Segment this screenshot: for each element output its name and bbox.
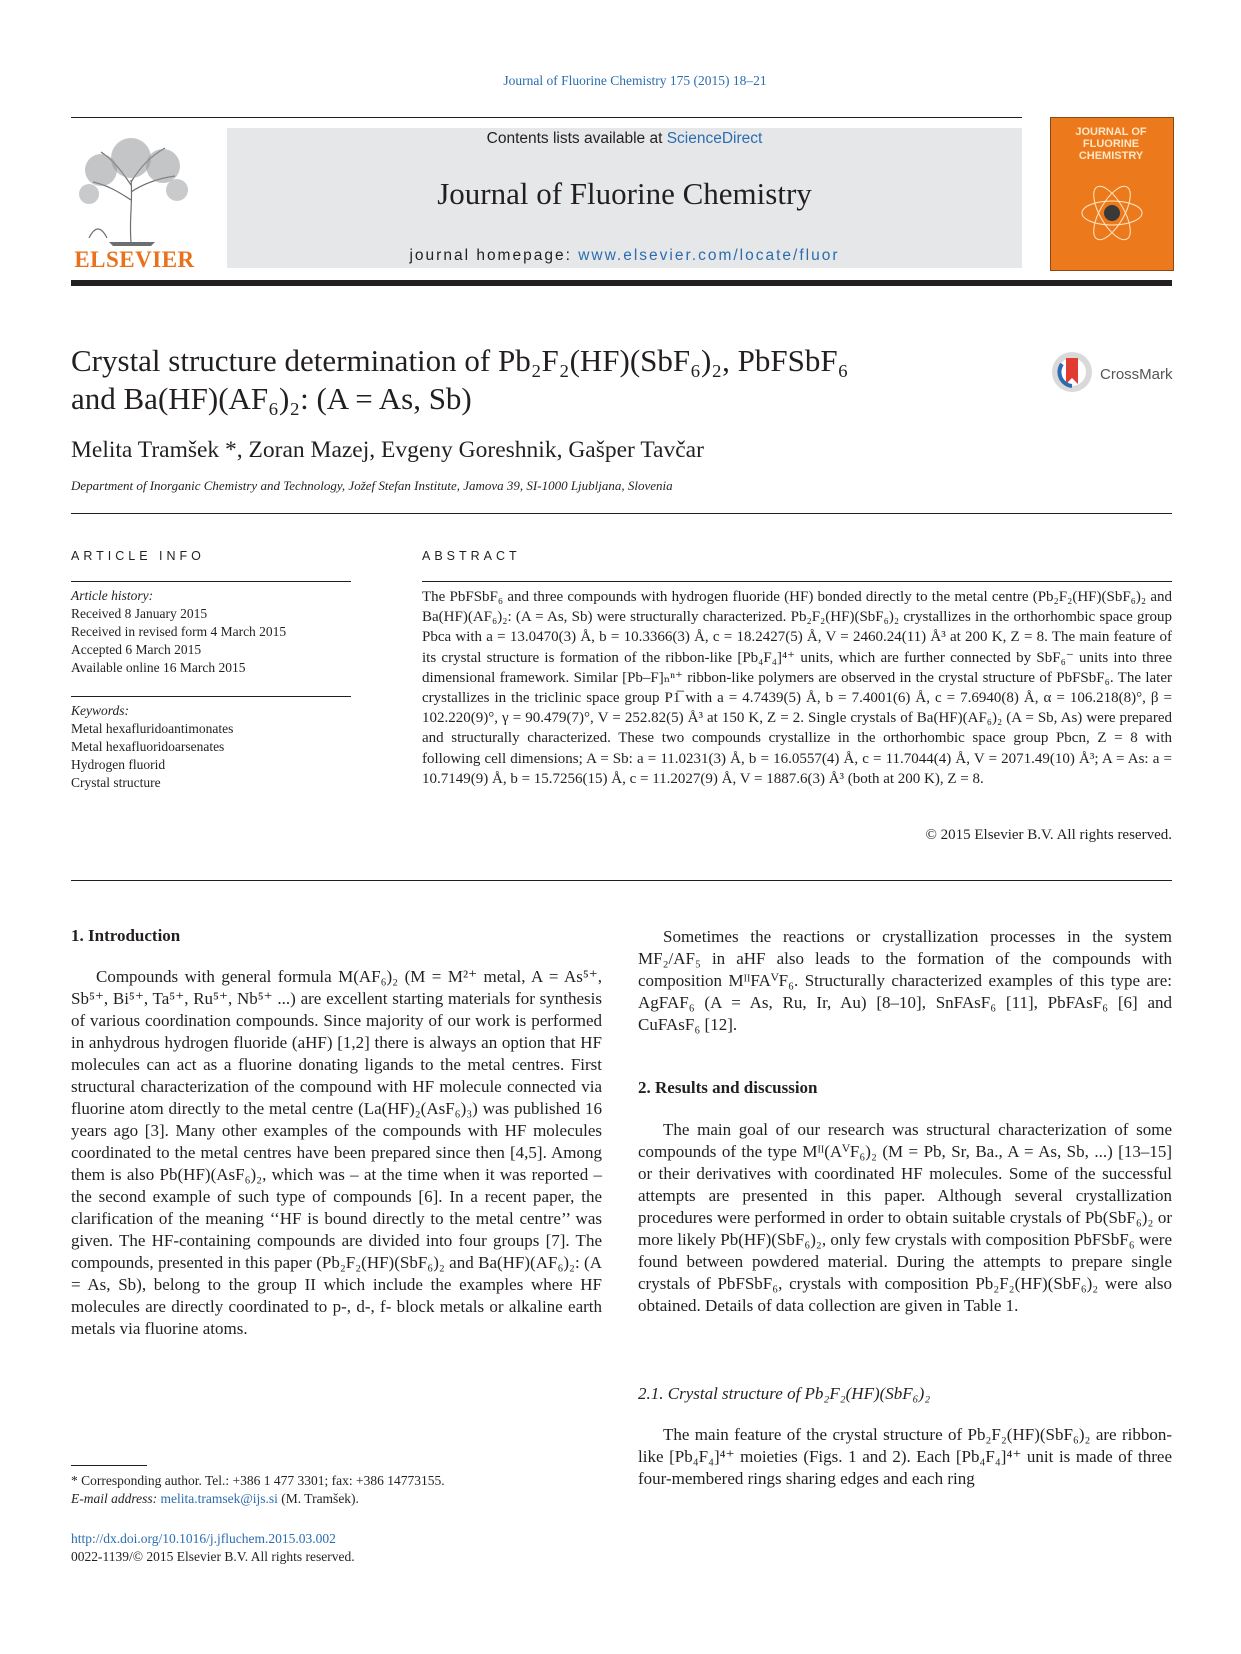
contents-prefix: Contents lists available at — [486, 130, 667, 147]
corresponding-author-footnote — [71, 1472, 602, 1508]
abstract-text: The PbFSbF₆ and three compounds with hydrogen fluoride (HF) bonded directly to the metal centre (Pb₂F₂(HF)(SbF₆)₂ and Ba(HF)(AF₆)₂: (A = As, Sb) were structurally characterized. Pb₂F₂(HF)(SbF₆)₂ crystallizes in the orthorhombic space group Pbca with a = 13.0470(3) Å, b = 10.3366(3) Å, c = 18.2427(5) Å, V = 2460.24(11) Å³ at 200 K, Z = 8. The main feature of its crystal structure is formation of the ribbon-like [Pb₄F₄]⁴⁺ units, which are further connected by SbF₆⁻ units into three dimensional framework. Similar [Pb–F]ₙⁿ⁺ ribbon-like polymers are observed in the crystal structure of PbFSbF₆. The later crystallizes in the triclinic space group P1̅ with a = 4.7439(5) Å, b = 7.4001(6) Å, c = 7.6940(8) Å, α = 106.218(8)°, β = 102.220(9)°, γ = 90.479(7)°, V = 252.82(5) Å³ at 150 K, Z = 2. Single crystals of Ba(HF)(AF₆)₂ (A = Sb, As) were prepared and structurally characterized. These two compounds crystallize in the orthorhombic space group Pbcn, Z = 8 with following cell dimensions; A = Sb: a = 11.0231(3) Å, b = 16.0557(4) Å, c = 11.7044(4) Å, V = 2071.49(10) Å³; A = As: a = 10.7149(9) Å, b = 15.7256(15) Å, c = 11.2027(9) Å, V = 1887.6(3) Å³ (both at 200 K), Z = 8. — [422, 589, 1172, 787]
email-label: E-mail address: — [71, 1491, 161, 1506]
email-suffix: (M. Tramšek). — [277, 1491, 359, 1506]
subsection-heading-crystal-structure: 2.1. Crystal structure of Pb₂F₂(HF)(SbF₆)₂ — [638, 1384, 931, 1403]
history-label: Article history: — [71, 588, 154, 603]
keyword-item: Hydrogen fluorid — [71, 757, 166, 772]
homepage-link[interactable]: www.elsevier.com/locate/fluor — [578, 247, 840, 264]
history-accepted: Accepted 6 March 2015 — [71, 642, 202, 657]
divider — [71, 880, 1172, 881]
results-paragraph: The main goal of our research was structural characterization of some compounds of the type Mᴵᴵ(AⱽF₆)₂ (M = Pb, Sr, Ba., A = As, Sb, ...) [13–15] or their derivatives with coordinated HF molecules. Some of the successful attempts are presented in this paper. Although several crystallization procedures were performed in order to obtain suitable crystals of Pb(SbF₆)₂ or more likely Pb(HF)(SbF₆)₂, only few crystals with composition PbFSbF₆ were found between powdered material. During the attempts to prepare single crystals of PbFSbF₆, crystals with composition Pb₂F₂(HF)(SbF₆)₂ were also obtained. Details of data collection are given in Table 1. — [638, 1120, 1172, 1315]
keyword-item: Metal hexafluoridoarsenates — [71, 739, 225, 754]
history-received: Received 8 January 2015 — [71, 606, 208, 621]
divider — [71, 513, 1172, 514]
history-revised: Received in revised form 4 March 2015 — [71, 624, 287, 639]
keyword-item: Metal hexafluridoantimonates — [71, 721, 234, 736]
email-line — [71, 1490, 602, 1508]
top-rule — [71, 117, 1022, 118]
journal-reference-link[interactable]: Journal of Fluorine Chemistry 175 (2015) 18–21 — [503, 73, 767, 88]
corresponding-author-line: * Corresponding author. Tel.: +386 1 477 3301; fax: +386 14773155. — [71, 1473, 445, 1488]
article-history — [71, 587, 351, 677]
introduction-paragraph-2: Sometimes the reactions or crystallization processes in the system MF₂/AF₅ in aHF also leads to the formation of the compounds with composition MᴵᴵFAⱽF₆. Structurally characterized examples of this type are: AgFAF₆ (A = As, Ru, Ir, Au) [8–10], SnFAsF₆ [11], PbFAsF₆ [6] and CuFAsF₆ [12]. — [638, 927, 1172, 1034]
section-heading-introduction: 1. Introduction — [71, 926, 181, 945]
doi-link[interactable]: http://dx.doi.org/10.1016/j.jfluchem.2015.03.002 — [71, 1531, 336, 1546]
paper-title — [71, 342, 971, 418]
abstract-heading: ABSTRACT — [422, 549, 521, 563]
divider — [71, 581, 351, 582]
cover-title: JOURNAL OF FLUORINE CHEMISTRY — [1075, 126, 1147, 162]
introduction-paragraph: Compounds with general formula M(AF₆)₂ (M = M²⁺ metal, A = As⁵⁺, Sb⁵⁺, Bi⁵⁺, Ta⁵⁺, Ru⁵⁺, Nb⁵⁺ ...) are excellent starting materials for synthesis of various coordination compounds. Since majority of our work is performed in anhydrous hydrogen fluoride (aHF) [1,2] there is always an option that HF molecules can act as a fluorine donating ligands to the metal centres. First structural characterization of the compound with HF molecule connected via fluorine atom directly to the metal centre (La(HF)₂(AsF₆)₃) was published 16 years ago [3]. Many other examples of the compounds with HF molecules coordinated to the metal centres have been prepared since then [4,5]. Among them is also Pb(HF)(AsF₆)₂, which was – at the time when it was reported – the second example of such type of compounds [6]. In a recent paper, the clarification of the meaning ‘‘HF is bound directly to the metal centre’’ was given. The HF-containing compounds are divided into four groups [7]. The compounds, presented in this paper (Pb₂F₂(HF)(SbF₆)₂ and Ba(HF)(AF₆)₂: (A = As, Sb), belong to the group II which include the examples where HF molecules are directly coordinated to p-, d-, f- block metals or alkaline earth metals via fluorine atoms. — [71, 967, 602, 1338]
elsevier-wordmark: ELSEVIER — [74, 247, 195, 272]
crystal-structure-paragraph: The main feature of the crystal structure of Pb₂F₂(HF)(SbF₆)₂ are ribbon-like [Pb₄F₄]⁴⁺ moieties (Figs. 1 and 2). Each [Pb₄F₄]⁴⁺ unit is made of three four-membered rings sharing edges and each ring — [638, 1425, 1172, 1488]
journal-title: Journal of Fluorine Chemistry — [437, 176, 812, 211]
contents-line — [227, 130, 1022, 148]
section-heading-results: 2. Results and discussion — [638, 1078, 818, 1097]
abstract-copyright: © 2015 Elsevier B.V. All rights reserved. — [925, 827, 1172, 843]
author-list: Melita Tramšek *, Zoran Mazej, Evgeny Goreshnik, Gašper Tavčar — [71, 437, 704, 463]
keyword-item: Crystal structure — [71, 775, 161, 790]
divider — [71, 696, 351, 697]
article-info-heading: ARTICLE INFO — [71, 549, 205, 563]
issn-line: 0022-1139/© 2015 Elsevier B.V. All rights reserved. — [71, 1549, 355, 1564]
divider — [422, 581, 1172, 582]
crossmark-label[interactable]: CrossMark — [1100, 366, 1173, 383]
paper-title-line-2: and Ba(HF)(AF₆)₂: (A = As, Sb) — [71, 381, 472, 416]
paper-title-line-1: Crystal structure determination of Pb₂F₂(HF)(SbF₆)₂, PbFSbF₆ — [71, 343, 849, 378]
email-link[interactable]: melita.tramsek@ijs.si — [160, 1491, 278, 1506]
homepage-line — [227, 247, 1022, 265]
header-thick-rule — [71, 280, 1172, 286]
homepage-prefix: journal homepage: — [409, 247, 579, 264]
keywords-label: Keywords: — [71, 703, 129, 718]
footnote-rule — [71, 1465, 147, 1466]
keywords — [71, 702, 351, 792]
doi-block — [71, 1530, 602, 1566]
sciencedirect-link[interactable]: ScienceDirect — [666, 130, 763, 147]
affiliation: Department of Inorganic Chemistry and Technology, Jožef Stefan Institute, Jamova 39, SI-1000 Ljubljana, Slovenia — [71, 478, 673, 493]
history-online: Available online 16 March 2015 — [71, 660, 246, 675]
